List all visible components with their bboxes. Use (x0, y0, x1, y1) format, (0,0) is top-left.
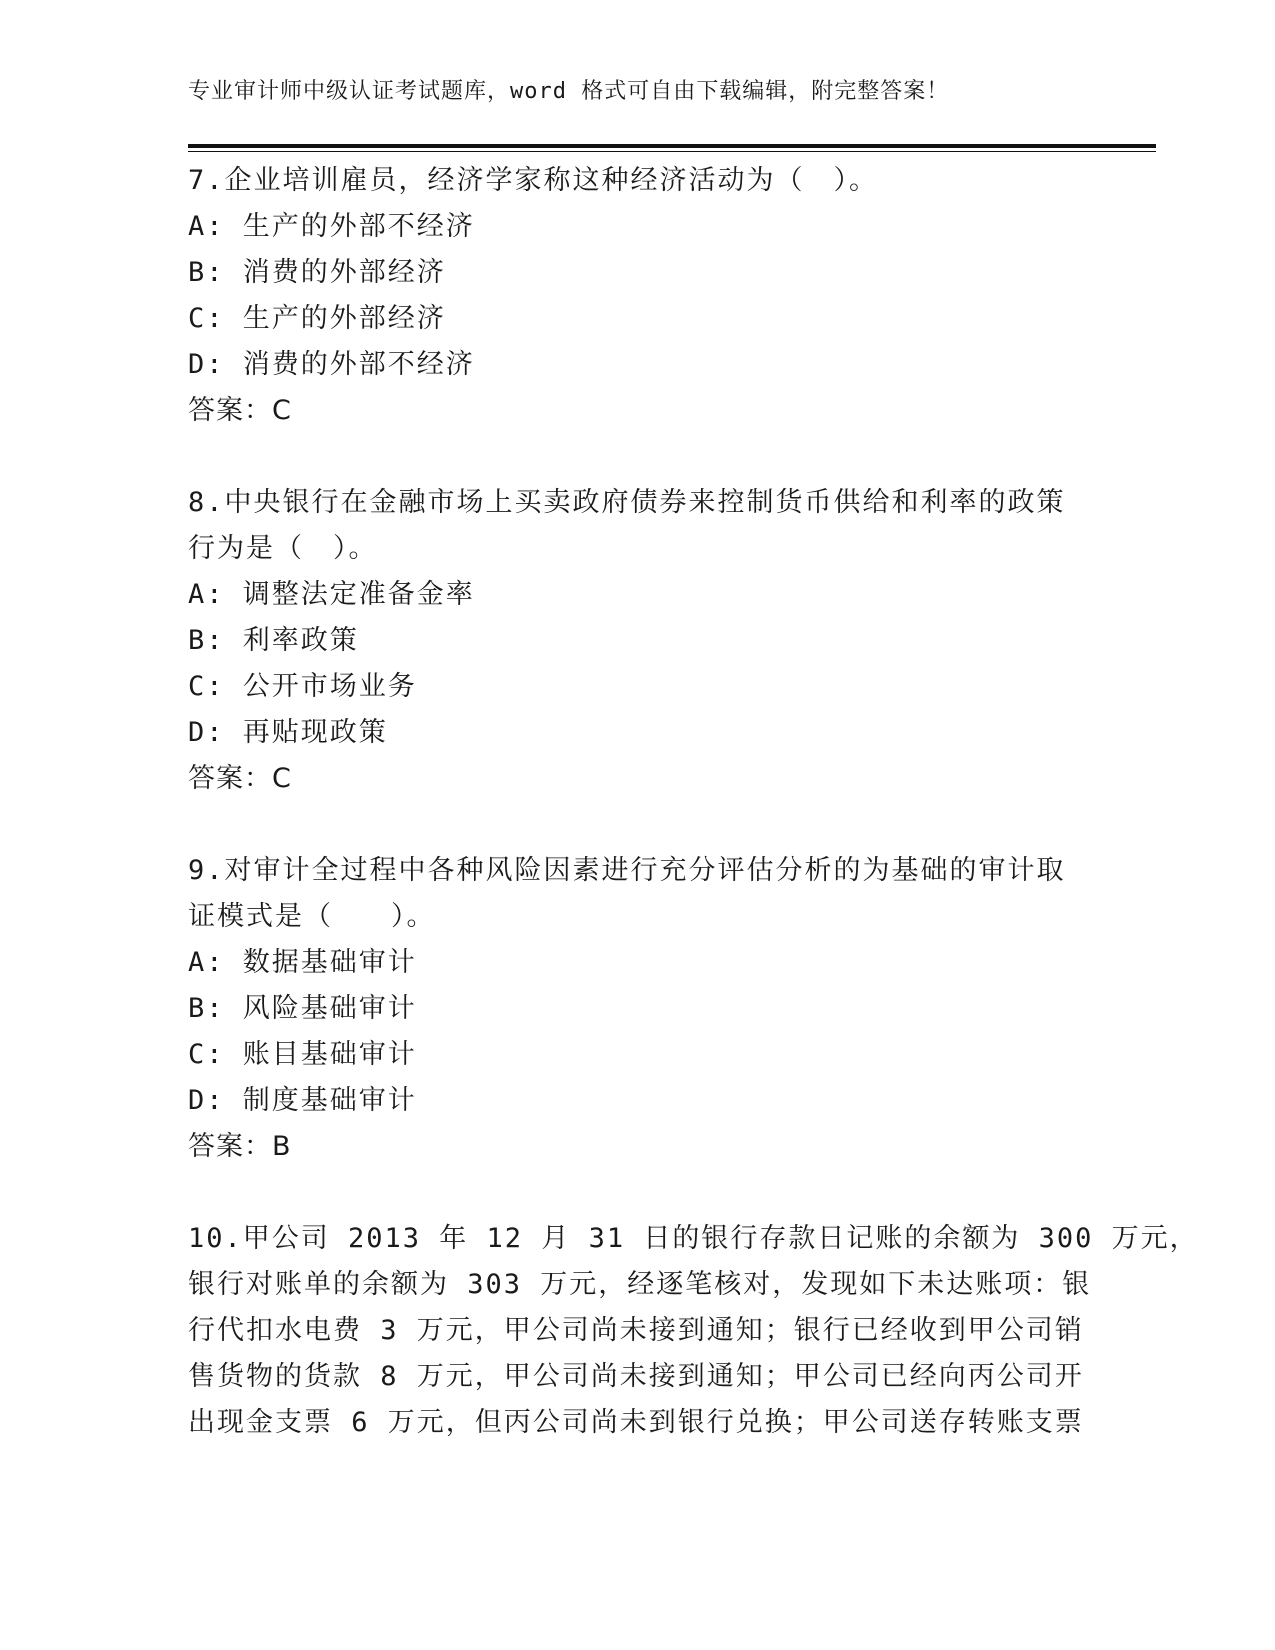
spacer (188, 802, 1088, 848)
question-stem: 9.对审计全过程中各种风险因素进行充分评估分析的为基础的审计取 (188, 855, 1066, 886)
question-stem: 7.企业培训雇员，经济学家称这种经济活动为（ ）。 (188, 165, 879, 196)
option-b: B: 消费的外部经济 (188, 257, 446, 288)
question-stem-continued: 出现金支票 6 万元，但丙公司尚未到银行兑换；甲公司送存转账支票 (188, 1407, 1084, 1438)
question-stem-continued: 证模式是（ ）。 (188, 901, 436, 932)
question-list (188, 158, 1199, 1446)
option-a: A: 调整法定准备金率 (188, 579, 475, 610)
question-stem-continued: 售货物的货款 8 万元，甲公司尚未接到通知；甲公司已经向丙公司开 (188, 1361, 1084, 1392)
option-c: C: 账目基础审计 (188, 1039, 417, 1070)
header-rule-thick (188, 144, 1156, 148)
option-c: C: 生产的外部经济 (188, 303, 446, 334)
header-rule-thin (188, 151, 1156, 152)
question-block (188, 1216, 1199, 1446)
question-stem-continued: 行为是（ ）。 (188, 533, 378, 564)
answer-line: 答案：C (188, 395, 292, 426)
option-a: A: 生产的外部不经济 (188, 211, 475, 242)
question-stem-continued: 行代扣水电费 3 万元，甲公司尚未接到通知；银行已经收到甲公司销 (188, 1315, 1084, 1346)
question-block (188, 158, 1088, 434)
answer-line: 答案：C (188, 763, 292, 794)
option-b: B: 利率政策 (188, 625, 359, 656)
question-stem: 8.中央银行在金融市场上买卖政府债券来控制货币供给和利率的政策 (188, 487, 1066, 518)
option-b: B: 风险基础审计 (188, 993, 417, 1024)
answer-line: 答案：B (188, 1131, 292, 1162)
page-header: 专业审计师中级认证考试题库，word 格式可自由下载编辑，附完整答案！ (188, 79, 950, 104)
option-d: D: 消费的外部不经济 (188, 349, 475, 380)
question-stem: 10.甲公司 2013 年 12 月 31 日的银行存款日记账的余额为 300 万元， (188, 1223, 1199, 1254)
option-d: D: 再贴现政策 (188, 717, 388, 748)
question-block (188, 480, 1088, 802)
option-c: C: 公开市场业务 (188, 671, 417, 702)
question-stem-continued: 银行对账单的余额为 303 万元，经逐笔核对，发现如下未达账项：银 (188, 1269, 1092, 1300)
question-block (188, 848, 1088, 1170)
spacer (188, 434, 1088, 480)
option-a: A: 数据基础审计 (188, 947, 417, 978)
spacer (188, 1170, 1088, 1216)
option-d: D: 制度基础审计 (188, 1085, 417, 1116)
